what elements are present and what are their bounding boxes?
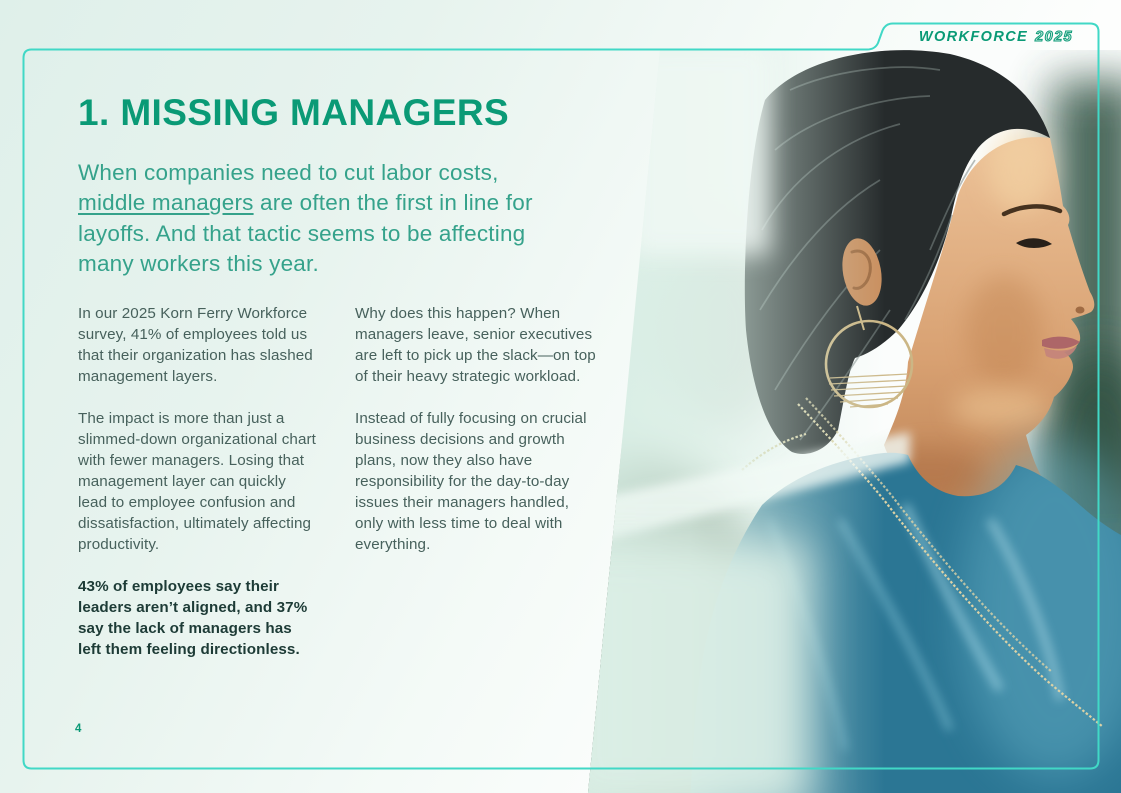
body-paragraph: Why does this happen? When managers leave, senior executives are left to pick up the slack—on top of their heavy strategic workload. [355, 304, 596, 385]
intro-text-post: are often the first in line for layoffs. And that tactic seems to be affecting many workers this year. [78, 190, 533, 277]
report-badge [919, 24, 1073, 50]
badge-brand-label: WORKFORCE [918, 29, 1029, 45]
stat-callout: 43% of employees say their leaders aren’t aligned, and 37% say the lack of managers has left them feeling directionless. [78, 577, 308, 658]
nostril [1076, 307, 1085, 314]
main-content [78, 94, 653, 681]
body-columns [78, 303, 653, 681]
badge-year-label: 2025 [1035, 29, 1073, 45]
intro-paragraph [78, 158, 570, 280]
right-column [355, 303, 600, 681]
left-column [78, 303, 318, 681]
page-number: 4 [75, 723, 82, 735]
body-paragraph: The impact is more than just a slimmed-down organizational chart with fewer managers. Losing that management layer can quickly lead to employee confusion and dissatisfaction, ultimately affecting productivity. [78, 409, 316, 553]
section-heading: 1. MISSING MANAGERS [78, 92, 510, 133]
middle-managers-link[interactable]: middle managers [78, 190, 254, 216]
body-paragraph: Instead of fully focusing on crucial business decisions and growth plans, now they also have responsibility for the day-to-day issues their managers handled, only with less time to deal with everything. [355, 409, 587, 553]
intro-text-pre: When companies need to cut labor costs, [78, 159, 499, 185]
body-paragraph: In our 2025 Korn Ferry Workforce survey, 41% of employees told us that their organization has slashed management layers. [78, 304, 313, 385]
